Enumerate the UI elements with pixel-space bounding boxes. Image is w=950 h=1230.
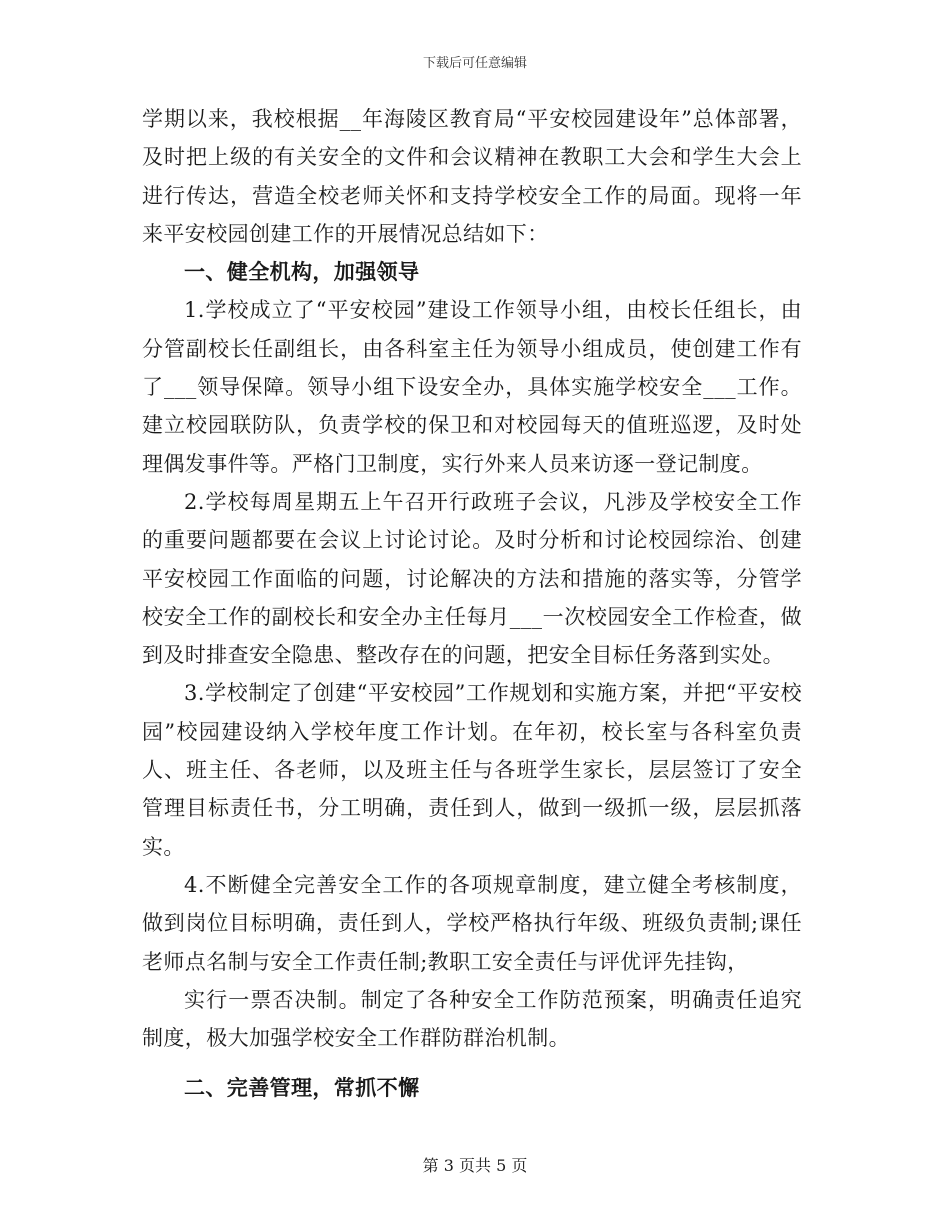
document-body [142,100,802,1108]
section-heading-2: 二、完善管理，常抓不懈 [184,1075,420,1101]
paragraph-item-1: 1.学校成立了“平安校园”建设工作领导小组，由校长任组长，由分管副校长任副组长，由各科室主任为领导小组成员，使创建工作有了___领导保障。领导小组下设安全办，具体实施学校安全___工作。建立校园联防队，负责学校的保卫和对校园每天的值班巡逻，及时处理偶发事件等。严格门卫制度，实行外来人员来访逐一登记制度。 [142,298,802,476]
page-number: 第 3 页共 5 页 [422,1156,528,1175]
paragraph-item-4-continued: 实行一票否决制。制定了各种安全工作防范预案，明确责任追究制度，极大加强学校安全工作群防群治机制。 [142,987,802,1051]
intro-paragraph: 学期以来，我校根据__年海陵区教育局“平安校园建设年”总体部署，及时把上级的有关安全的文件和会议精神在教职工大会和学生大会上进行传达，营造全校老师关怀和支持学校安全工作的局面。现将一年来平安校园创建工作的开展情况总结如下： [142,107,802,246]
paragraph-item-4: 4.不断健全完善安全工作的各项规章制度，建立健全考核制度，做到岗位目标明确，责任到人，学校严格执行年级、班级负责制;课任老师点名制与安全工作责任制;教职工安全责任与评优评先挂钩， [142,872,802,974]
paragraph-item-2: 2.学校每周星期五上午召开行政班子会议，凡涉及学校安全工作的重要问题都要在会议上讨论讨论。及时分析和讨论校园综治、创建平安校园工作面临的问题，讨论解决的方法和措施的落实等，分管学校安全工作的副校长和安全办主任每月___一次校园安全工作检查，做到及时排查安全隐患、整改存在的问题，把安全目标任务落到实处。 [142,489,802,668]
section-heading-1: 一、健全机构，加强领导 [184,259,420,285]
page-header-note: 下载后可任意编辑 [422,56,527,71]
paragraph-item-3: 3.学校制定了创建“平安校园”工作规划和实施方案，并把“平安校园”校园建设纳入学校年度工作计划。在年初，校长室与各科室负责人、班主任、各老师，以及班主任与各班学生家长，层层签订了安全管理目标责任书，分工明确，责任到人，做到一级抓一级，层层抓落实。 [142,681,802,859]
